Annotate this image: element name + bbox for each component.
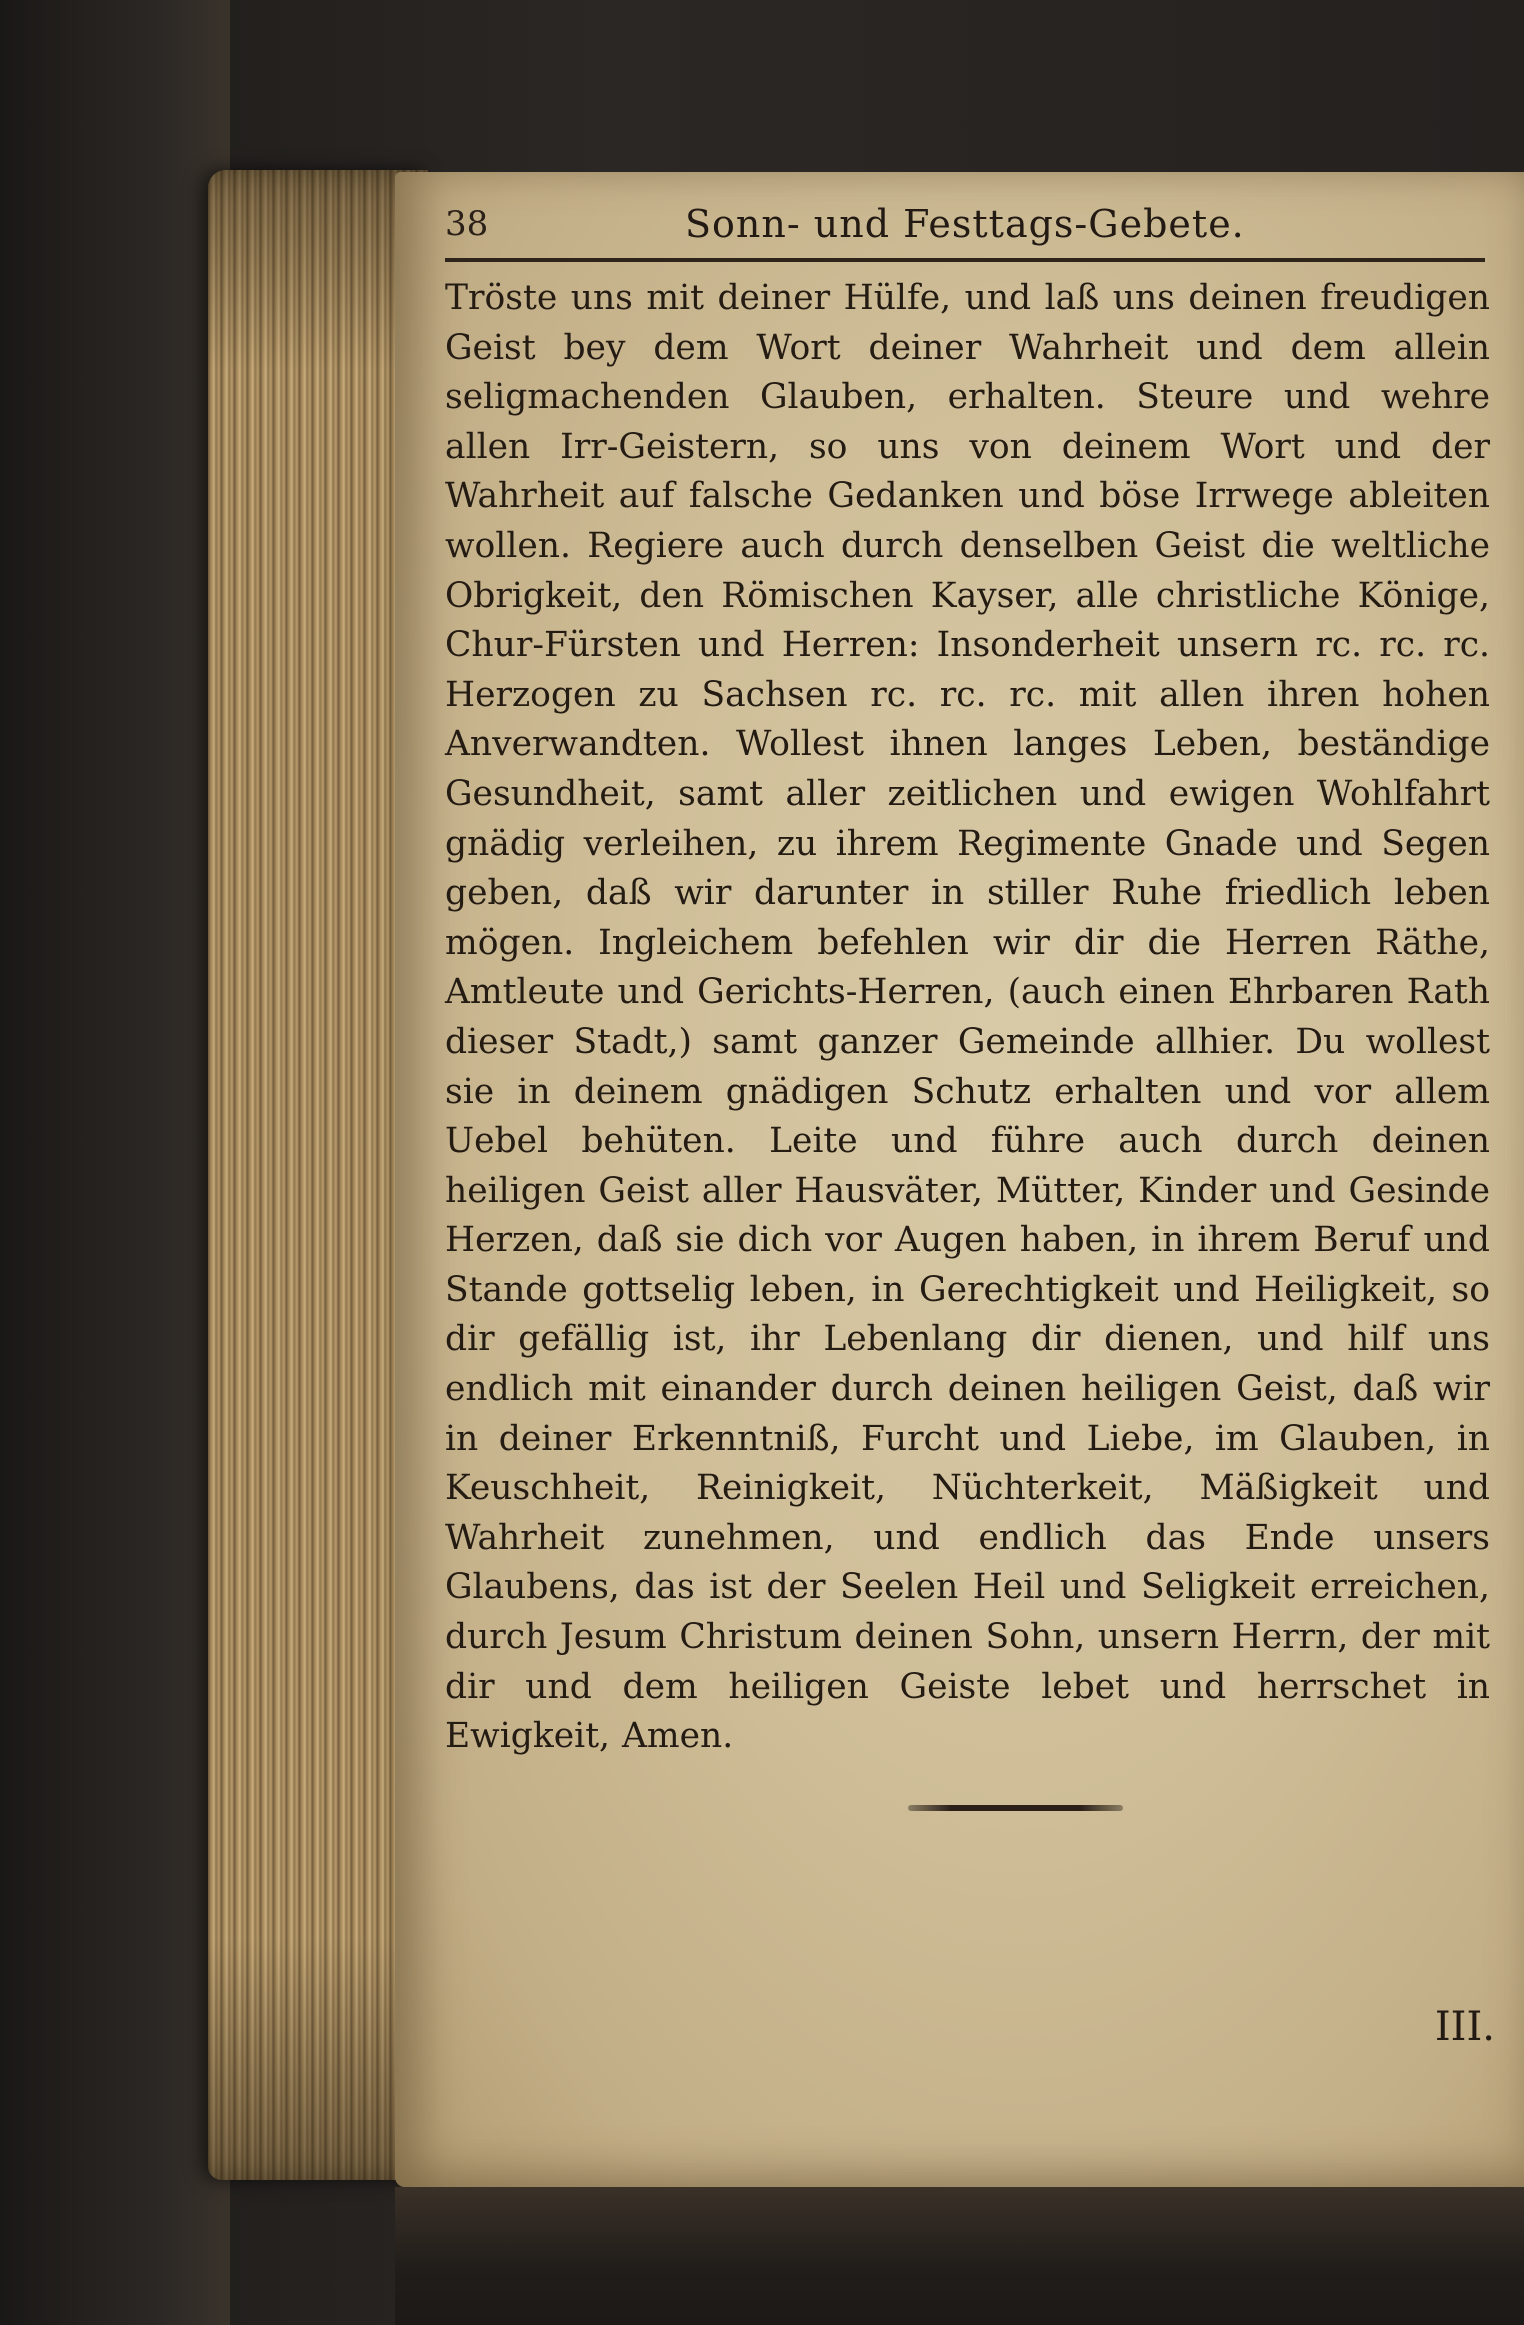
page-header [445,194,1485,264]
page-content [445,194,1495,2154]
page-number: 38 [445,204,489,244]
book-cover-background [0,0,230,2325]
book-page [395,172,1524,2187]
running-head: Sonn- und Festtags-Gebete. [685,202,1245,246]
bottom-background [395,2187,1524,2325]
catchword: III. [1434,2004,1495,2050]
prayer-text: Tröste uns mit deiner Hülfe, und laß uns deinen freudigen Geist bey dem Wort deiner Wahrheit und dem allein seligmachenden Glauben, erhalten. Steure und wehre allen Irr-Geistern, so uns von deinem Wort und der Wahrheit auf falsche Gedanken und böse Irrwege ableiten wollen. Regiere auch durch denselben Geist die weltliche Obrigkeit, den Römischen Kayser, alle christliche Könige, Chur-Fürsten und Herren: Insonderheit unsern rc. rc. rc. Herzogen zu Sachsen rc. rc. rc. mit allen ihren hohen Anverwandten. Wollest ihnen langes Leben, beständige Gesundheit, samt aller zeitlichen und ewigen Wohlfahrt gnädig verleihen, zu ihrem Regimente Gnade und Segen geben, daß wir darunter in stiller Ruhe friedlich leben mögen. Ingleichem befehlen wir dir die Herren Räthe, Amtleute und Gerichts-Herren, (auch einen Ehrbaren Rath dieser Stadt,) samt ganzer Gemeinde allhier. Du wollest sie in deinem gnädigen Schutz erhalten und vor allem Uebel behüten. Leite und führe auch durch deinen heiligen Geist aller Hausväter, Mütter, Kinder und Gesinde Herzen, daß sie dich vor Augen haben, in ihrem Beruf und Stande gottselig leben, in Gerechtigkeit und Heiligkeit, so dir gefällig ist, ihr Lebenlang dir dienen, und hilf uns endlich mit einander durch deinen heiligen Geist, daß wir in deiner Erkenntniß, Furcht und Liebe, im Glauben, in Keuschheit, Reinigkeit, Nüchterkeit, Mäßigkeit und Wahrheit zunehmen, und endlich das Ende unsers Glaubens, das ist der Seelen Heil und Seligkeit erreichen, durch Jesum Christum deinen Sohn, unsern Herrn, der mit dir und dem heiligen Geiste lebet und herrschet in Ewigkeit, Amen. [445,278,1490,1757]
header-rule [445,258,1485,262]
end-ornament-rule [908,1805,1123,1811]
